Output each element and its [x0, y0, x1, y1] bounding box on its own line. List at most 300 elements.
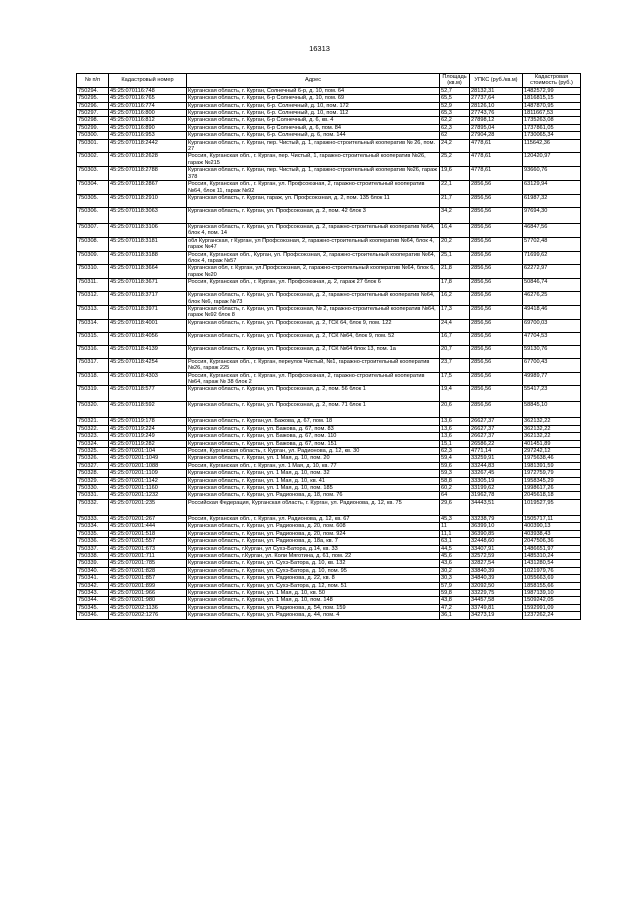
- cell-cadastral-number: 45:25:070119:249: [109, 433, 187, 440]
- cell-upks: 31962,78: [470, 492, 523, 499]
- cell-area: 19,4: [440, 386, 470, 402]
- cell-area: 43,6: [440, 560, 470, 567]
- cell-num: 750294.: [77, 87, 109, 94]
- cell-address: Курганская область, г.Курган, ул. Коли Мяготина, д. 61, пом. 22: [187, 552, 440, 559]
- cell-address: Российская Федерация, Курганская область, г. Курган, ул. Радионова, д. 12, кв. 75: [187, 499, 440, 515]
- cell-cadastral-cost: 1431280,54: [523, 560, 581, 567]
- cell-num: 750305.: [77, 194, 109, 207]
- cell-area: 45,3: [440, 515, 470, 522]
- cell-address: Россия, Курганская область, г. Курган, ул. Радионова, д. 12, кв. 30: [187, 448, 440, 455]
- cell-area: 59,8: [440, 589, 470, 596]
- cell-cadastral-number: 45:25:070201:899: [109, 582, 187, 589]
- cell-address: Курганская область, г. Курган, ул. 1 Мая, д. 10, кв. 41: [187, 477, 440, 484]
- cell-upks: 28126,10: [470, 102, 523, 109]
- cell-address: Курганская область, г. Курган, ул. Профсоюзная, д. 2, ГСК №64, блок 9, пом. 52: [187, 332, 440, 345]
- cell-upks: 2856,56: [470, 402, 523, 418]
- cell-cadastral-number: 45:25:070118:2628: [109, 153, 187, 167]
- cell-num: 750322.: [77, 425, 109, 432]
- cell-cadastral-number: 45:25:070201:518: [109, 530, 187, 537]
- table-row: [77, 538, 581, 545]
- table-row: [77, 523, 581, 530]
- table-row: [77, 87, 581, 94]
- cell-num: 750334.: [77, 523, 109, 530]
- cell-upks: 36390,85: [470, 530, 523, 537]
- cell-num: 750343.: [77, 589, 109, 596]
- table-row: [77, 110, 581, 117]
- cell-upks: 32448,60: [470, 538, 523, 545]
- cell-address: Курганская область, г.Курган, ул Сухэ-Батора, д.14, кв. 33: [187, 545, 440, 552]
- cell-address: Россия, Курганская обл., г. Курган, ул. Профсоюзная, 2, гаражно-строительный кооператив №64, гараж № 38 блок 2: [187, 372, 440, 386]
- cell-cadastral-cost: 63129,94: [523, 181, 581, 195]
- cell-address: Курганская область, г. Курган, пер. Чистый, д. 1, гаражно-строительный кооператив № 26, пом. 27: [187, 139, 440, 153]
- cell-num: 750327.: [77, 462, 109, 469]
- cell-num: 750330.: [77, 485, 109, 492]
- table-row: [77, 332, 581, 345]
- cell-num: 750318.: [77, 372, 109, 386]
- cell-cadastral-cost: 1055663,69: [523, 575, 581, 582]
- cell-num: 750299.: [77, 124, 109, 131]
- cell-area: 16,2: [440, 292, 470, 306]
- cell-area: 65,3: [440, 110, 470, 117]
- cell-num: 750295.: [77, 95, 109, 102]
- table-row: [77, 358, 581, 372]
- cell-upks: 33267,45: [470, 470, 523, 477]
- table-row: [77, 440, 581, 447]
- header-address: Адрес: [187, 74, 440, 88]
- cell-cadastral-cost: 1487870,95: [523, 102, 581, 109]
- header-upks: УПКС (руб./кв.м): [470, 74, 523, 88]
- cell-cadastral-number: 45:25:070201:267: [109, 515, 187, 522]
- cell-address: Россия, Курганская обл., г. Курган, переулок Чистый, №1, гаражно-строительный кооператив №26, гараж 225: [187, 358, 440, 372]
- cell-area: 13,6: [440, 425, 470, 432]
- cell-num: 750324.: [77, 440, 109, 447]
- cell-area: 60,2: [440, 485, 470, 492]
- cell-upks: 2856,56: [470, 223, 523, 237]
- table-row: [77, 433, 581, 440]
- cell-area: 58,8: [440, 477, 470, 484]
- cell-num: 750298.: [77, 117, 109, 124]
- cell-area: 34,2: [440, 207, 470, 223]
- table-row: [77, 292, 581, 306]
- cell-cadastral-number: 45:25:070118:3717: [109, 292, 187, 306]
- cell-address: Курганская область, г. Курган, 6-р. Солнечный, д. 10, пом. 112: [187, 110, 440, 117]
- cell-upks: 27743,76: [470, 110, 523, 117]
- cell-area: 16,4: [440, 223, 470, 237]
- cell-upks: 26627,37: [470, 433, 523, 440]
- cell-cadastral-number: 45:25:070118:4056: [109, 332, 187, 345]
- cell-cadastral-number: 45:25:070201:785: [109, 560, 187, 567]
- table-row: [77, 425, 581, 432]
- cell-area: 24,2: [440, 139, 470, 153]
- cell-num: 750320.: [77, 402, 109, 418]
- table-row: [77, 265, 581, 279]
- cell-cadastral-cost: 1811667,53: [523, 110, 581, 117]
- cell-area: 21,7: [440, 194, 470, 207]
- cell-address: Курганская область, г. Курган, ул. Бажова, д. 67, пом. 110: [187, 433, 440, 440]
- cell-area: 11: [440, 523, 470, 530]
- cell-address: Курганская область, г. Курган, ул. 1 Мая, д. 10, кв. 50: [187, 589, 440, 596]
- cell-address: Курганская область, г. Курган, пер. Чистый, д. 1, гаражно-строительный кооператив №26, гараж 378: [187, 167, 440, 181]
- cell-num: 750309.: [77, 251, 109, 265]
- cell-cadastral-cost: 1482572,99: [523, 87, 581, 94]
- cell-area: 17,5: [440, 372, 470, 386]
- table-row: [77, 530, 581, 537]
- cell-area: 22,1: [440, 181, 470, 195]
- table-row: [77, 153, 581, 167]
- cell-address: Курганская область, г. Курган, ул. Профсоюзная, д. 2, ГСК 64, блок 9, пом. 122: [187, 319, 440, 332]
- cell-upks: 2856,56: [470, 237, 523, 251]
- cell-num: 750332.: [77, 499, 109, 515]
- cell-num: 750344.: [77, 597, 109, 604]
- cell-cadastral-cost: 97694,30: [523, 207, 581, 223]
- cell-cadastral-number: 45:25:070116:953: [109, 132, 187, 139]
- cell-upks: 32827,54: [470, 560, 523, 567]
- cell-cadastral-number: 45:25:070118:2788: [109, 167, 187, 181]
- cell-area: 25,2: [440, 153, 470, 167]
- cell-num: 750304.: [77, 181, 109, 195]
- cell-address: Курганская область, г. Курган, ул. Радионова, д. 20, пом. 608: [187, 523, 440, 530]
- cell-cadastral-cost: 59130,76: [523, 345, 581, 358]
- cell-area: 25,1: [440, 251, 470, 265]
- cell-cadastral-number: 45:25:070201:966: [109, 589, 187, 596]
- cell-num: 750303.: [77, 167, 109, 181]
- cell-num: 750340.: [77, 567, 109, 574]
- cell-cadastral-number: 45:25:070201:673: [109, 545, 187, 552]
- cell-num: 750342.: [77, 582, 109, 589]
- cell-cadastral-cost: 2045618,18: [523, 492, 581, 499]
- cell-cadastral-cost: 49989,77: [523, 372, 581, 386]
- table-row: [77, 567, 581, 574]
- cell-cadastral-number: 45:25:070118:3063: [109, 207, 187, 223]
- cell-cadastral-number: 45:25:070119:224: [109, 425, 187, 432]
- table-row: [77, 477, 581, 484]
- cell-num: 750310.: [77, 265, 109, 279]
- cell-upks: 32572,59: [470, 552, 523, 559]
- table-row: [77, 372, 581, 386]
- cell-cadastral-cost: 1485310,24: [523, 552, 581, 559]
- cell-num: 750301.: [77, 139, 109, 153]
- cell-area: 23,7: [440, 358, 470, 372]
- cell-upks: 34457,58: [470, 597, 523, 604]
- cell-cadastral-number: 45:25:070118:4303: [109, 372, 187, 386]
- cell-upks: 2856,56: [470, 332, 523, 345]
- cell-cadastral-number: 45:25:070118:3671: [109, 279, 187, 292]
- cell-upks: 34840,39: [470, 575, 523, 582]
- table-row: [77, 560, 581, 567]
- cell-cadastral-cost: 69700,03: [523, 319, 581, 332]
- header-num: № п/п: [77, 74, 109, 88]
- cell-address: Россия, Курганская обл., г. Курган, ул. Радионова, д. 12, кв. 67: [187, 515, 440, 522]
- cell-address: Россия, Курганская обл., г. Курган, ул. Профсоюзная, д. 2, гараж 27 блок 6: [187, 279, 440, 292]
- cell-cadastral-cost: 1021979,76: [523, 567, 581, 574]
- cell-upks: 2856,56: [470, 305, 523, 319]
- table-body: [77, 87, 581, 619]
- cell-upks: 33238,79: [470, 515, 523, 522]
- cell-cadastral-number: 45:25:070201:828: [109, 567, 187, 574]
- cell-num: 750337.: [77, 545, 109, 552]
- cell-num: 750323.: [77, 433, 109, 440]
- cell-address: Россия, Курганская обл., г. Курган, ул. Профсоюзная, 2, гаражно-строительный кооператив №64, блок 11, гараж №92: [187, 181, 440, 195]
- table-row: [77, 386, 581, 402]
- cell-num: 750335.: [77, 530, 109, 537]
- cell-area: 24,4: [440, 319, 470, 332]
- table-row: [77, 251, 581, 265]
- cell-address: Россия, Курганская обл., Курган, ул. Профсоюзная, 2, гаражно-строительный кооператив №64, блок 4, гараж №57: [187, 251, 440, 265]
- cell-address: Курганская область, г. Курган, Солнечный 6-р, д. 10, пом. 64: [187, 87, 440, 94]
- cell-area: 65,5: [440, 95, 470, 102]
- cell-cadastral-number: 45:25:070116:765: [109, 95, 187, 102]
- cell-num: 750302.: [77, 153, 109, 167]
- cell-num: 750316.: [77, 345, 109, 358]
- cell-cadastral-number: 45:25:070201:1088: [109, 462, 187, 469]
- table-row: [77, 492, 581, 499]
- cell-address: Курганская область, г. Курган, ул. Радионова, д. 44, пом. 4: [187, 612, 440, 619]
- cell-area: 30,3: [440, 575, 470, 582]
- cell-area: 20,6: [440, 402, 470, 418]
- cell-cadastral-cost: 50846,74: [523, 279, 581, 292]
- cell-cadastral-cost: 1486651,97: [523, 545, 581, 552]
- cell-upks: 2856,56: [470, 279, 523, 292]
- cell-address: Курганская область, г. Курган, ул. Радионова, д. 18, пом. 76: [187, 492, 440, 499]
- cell-num: 750338.: [77, 552, 109, 559]
- cell-cadastral-cost: 71699,62: [523, 251, 581, 265]
- cell-upks: 33749,81: [470, 604, 523, 611]
- cell-address: Курганская область, г. Курган, ул. 1 Мая, д. 10, пом. 185: [187, 485, 440, 492]
- cell-num: 750308.: [77, 237, 109, 251]
- cell-area: 62,2: [440, 117, 470, 124]
- table-row: [77, 345, 581, 358]
- cell-upks: 34273,19: [470, 612, 523, 619]
- table-row: [77, 604, 581, 611]
- table-row: [77, 418, 581, 425]
- cell-address: Курганская область, г. Курган, ул. Профсоюзная, № 2, гаражно-строительный кооператив №64, гараж №92 блок 8: [187, 305, 440, 319]
- table-row: [77, 612, 581, 619]
- cell-cadastral-number: 45:25:070202:1136: [109, 604, 187, 611]
- cell-num: 750339.: [77, 560, 109, 567]
- table-row: [77, 597, 581, 604]
- cell-cadastral-cost: 1975638,46: [523, 455, 581, 462]
- cell-upks: 2856,56: [470, 319, 523, 332]
- cell-address: Курганская область, г. Курган, ул. 1 Мая, д. 10, пом. 20: [187, 455, 440, 462]
- cell-num: 750300.: [77, 132, 109, 139]
- cell-address: Курганская область, г. Курган, ул. Профсоюзная, д. 2, пом. 42 блок 3: [187, 207, 440, 223]
- cell-cadastral-number: 45:25:070201:1160: [109, 485, 187, 492]
- cell-area: 36,1: [440, 612, 470, 619]
- cell-upks: 33199,62: [470, 485, 523, 492]
- cell-num: 750317.: [77, 358, 109, 372]
- cell-upks: 26627,37: [470, 425, 523, 432]
- cell-area: 64: [440, 492, 470, 499]
- cell-num: 750306.: [77, 207, 109, 223]
- cell-cadastral-number: 45:25:070118:592: [109, 402, 187, 418]
- cell-cadastral-cost: 1998617,26: [523, 485, 581, 492]
- cell-area: 62,3: [440, 124, 470, 131]
- cell-area: 17,8: [440, 279, 470, 292]
- cell-upks: 33259,91: [470, 455, 523, 462]
- cell-num: 750328.: [77, 470, 109, 477]
- cell-cadastral-cost: 1816815,15: [523, 95, 581, 102]
- cell-upks: 27895,04: [470, 124, 523, 131]
- table-row: [77, 223, 581, 237]
- cell-address: Курганская область, г. Курган, ул. Сухэ-Батора, д. 10, пом. 95: [187, 567, 440, 574]
- cell-area: 57,9: [440, 582, 470, 589]
- cell-cadastral-number: 45:25:070116:748: [109, 87, 187, 94]
- table-row: [77, 485, 581, 492]
- cell-address: Курганская область, г. Курган, ул. Профсоюзная, д. 2, ГСК №64 блок 13, пом. 1а: [187, 345, 440, 358]
- cell-area: 16,7: [440, 332, 470, 345]
- cell-cadastral-cost: 46276,25: [523, 292, 581, 306]
- cell-cadastral-number: 45:25:070118:3664: [109, 265, 187, 279]
- header-cost: Кадастровая стоимость (руб.): [523, 74, 581, 88]
- cell-num: 750313.: [77, 305, 109, 319]
- cell-upks: 27737,64: [470, 95, 523, 102]
- cell-cadastral-number: 45:25:070118:4001: [109, 319, 187, 332]
- cell-num: 750296.: [77, 102, 109, 109]
- cell-upks: 2856,56: [470, 207, 523, 223]
- cell-cadastral-cost: 1505717,11: [523, 515, 581, 522]
- cell-cadastral-cost: 2047506,36: [523, 538, 581, 545]
- header-cadastral: Кадастровый номер: [109, 74, 187, 88]
- cell-address: Россия, Курганская обл., г. Курган, пер. Чистый, 1, гаражно-строительный кооператив №26, гараж №215: [187, 153, 440, 167]
- cell-area: 45,6: [440, 552, 470, 559]
- cell-address: Курганская область, г. Курган, ул. Радионова, д. 22, кв. 8: [187, 575, 440, 582]
- cell-cadastral-number: 45:25:070201:980: [109, 597, 187, 604]
- cell-area: 52,9: [440, 102, 470, 109]
- cell-address: Курганская область, г. Курган, ул. Бажова, д. 67, пом. 83: [187, 425, 440, 432]
- cell-address: Курганская область, г. Курган, ул. Профсоюзная, д. 2, пом. 56 блок 1: [187, 386, 440, 402]
- cell-cadastral-number: 45:25:070118:3971: [109, 305, 187, 319]
- cell-upks: 33305,19: [470, 477, 523, 484]
- cell-cadastral-number: 45:25:070118:3181: [109, 237, 187, 251]
- cell-cadastral-cost: 47704,53: [523, 332, 581, 345]
- cell-upks: 2856,56: [470, 194, 523, 207]
- cadastral-table: [76, 73, 581, 620]
- cell-upks: 2856,56: [470, 372, 523, 386]
- cell-cadastral-cost: 1981391,59: [523, 462, 581, 469]
- cell-cadastral-cost: 362132,22: [523, 433, 581, 440]
- cell-cadastral-cost: 1730065,34: [523, 132, 581, 139]
- cell-address: Курганская область, г. Курган, ул. Радионова, д. 20, пом. 924: [187, 530, 440, 537]
- cell-num: 750345.: [77, 604, 109, 611]
- cell-area: 17,3: [440, 305, 470, 319]
- cell-cadastral-cost: 46847,56: [523, 223, 581, 237]
- cell-upks: 27898,12: [470, 117, 523, 124]
- table-row: [77, 515, 581, 522]
- cell-address: Курганская область, г. Курган, 6-р Солнечный, д. 10, пом. 69: [187, 95, 440, 102]
- table-row: [77, 402, 581, 418]
- cell-address: Россия, Курганская обл., г. Курган, ул. 1 Мая, д. 10, кв. 77: [187, 462, 440, 469]
- cell-address: Курганская область, г. Курган, 6-р Солнечный, д. 6, кв. 4: [187, 117, 440, 124]
- cell-upks: 2856,56: [470, 265, 523, 279]
- table-row: [77, 448, 581, 455]
- cell-cadastral-cost: 1858155,66: [523, 582, 581, 589]
- cell-cadastral-number: 45:25:070116:774: [109, 102, 187, 109]
- cell-cadastral-cost: 403938,43: [523, 530, 581, 537]
- table-row: [77, 181, 581, 195]
- cell-cadastral-number: 45:25:070201:1142: [109, 477, 187, 484]
- cell-cadastral-cost: 57702,48: [523, 237, 581, 251]
- cell-cadastral-cost: 115642,36: [523, 139, 581, 153]
- page-number: 16313: [309, 44, 330, 53]
- cell-cadastral-number: 45:25:070201:104: [109, 448, 187, 455]
- cell-cadastral-number: 45:25:070118:3188: [109, 251, 187, 265]
- table-row: [77, 139, 581, 153]
- cell-num: 750329.: [77, 477, 109, 484]
- table-row: [77, 455, 581, 462]
- cell-cadastral-number: 45:25:070201:1109: [109, 470, 187, 477]
- cell-cadastral-cost: 362132,22: [523, 425, 581, 432]
- cell-address: Курганская область, г. Курган, ул. Сухэ-Батора, д. 10, кв. 132: [187, 560, 440, 567]
- cell-upks: 2856,56: [470, 386, 523, 402]
- table-row: [77, 319, 581, 332]
- cell-cadastral-cost: 1735263,08: [523, 117, 581, 124]
- cell-cadastral-cost: 1592991,09: [523, 604, 581, 611]
- cell-num: 750312.: [77, 292, 109, 306]
- cell-address: Курганская область, г. Курган, 6-р. Солнечный, д. 10, пом. 172: [187, 102, 440, 109]
- cell-upks: 33229,75: [470, 589, 523, 596]
- cell-cadastral-cost: 1958345,29: [523, 477, 581, 484]
- cell-cadastral-number: 45:25:070201:1049: [109, 455, 187, 462]
- table-row: [77, 499, 581, 515]
- cell-cadastral-number: 45:25:070201:857: [109, 575, 187, 582]
- cell-cadastral-number: 45:25:070118:577: [109, 386, 187, 402]
- cell-num: 750311.: [77, 279, 109, 292]
- cell-cadastral-cost: 400390,13: [523, 523, 581, 530]
- cell-cadastral-number: 45:25:070116:890: [109, 124, 187, 131]
- table-row: [77, 279, 581, 292]
- cell-area: 13,6: [440, 418, 470, 425]
- table-row: [77, 117, 581, 124]
- cell-cadastral-cost: 401451,89: [523, 440, 581, 447]
- cell-area: 59,4: [440, 455, 470, 462]
- cell-address: Курганская область, г. Курган, ул. Радионова, д. 54, пом. 159: [187, 604, 440, 611]
- cell-upks: 34443,51: [470, 499, 523, 515]
- cell-cadastral-number: 45:25:070116:800: [109, 110, 187, 117]
- cell-cadastral-cost: 362132,22: [523, 418, 581, 425]
- cell-area: 20,7: [440, 345, 470, 358]
- cell-upks: 2856,56: [470, 345, 523, 358]
- cell-upks: 33407,91: [470, 545, 523, 552]
- cell-cadastral-number: 45:25:070201:711: [109, 552, 187, 559]
- cell-cadastral-number: 45:25:070202:1276: [109, 612, 187, 619]
- cell-address: Курганская область, г. Курган, ул. Профсоюзная, д. 2, пом. 71 блок 1: [187, 402, 440, 418]
- cell-cadastral-number: 45:25:070118:3106: [109, 223, 187, 237]
- cell-address: Курганская область, г. Курган, 6-р Солнечный, д. 6, пом. 84: [187, 124, 440, 131]
- cell-upks: 33840,39: [470, 567, 523, 574]
- table-row: [77, 589, 581, 596]
- cell-cadastral-number: 45:25:070118:4254: [109, 358, 187, 372]
- cell-area: 59,3: [440, 470, 470, 477]
- table-row: [77, 305, 581, 319]
- cell-upks: 36399,10: [470, 523, 523, 530]
- cell-cadastral-cost: 1987139,10: [523, 589, 581, 596]
- table-row: [77, 95, 581, 102]
- cell-cadastral-cost: 55417,23: [523, 386, 581, 402]
- cell-address: Курганская область, г. Курган, ул. Сухэ-Батора, д. 12, пом. 51: [187, 582, 440, 589]
- cell-upks: 4778,61: [470, 153, 523, 167]
- cell-address: Курганская область, г. Курган, ул. 1 Мая, д. 10, пом. 148: [187, 597, 440, 604]
- cell-upks: 4778,61: [470, 167, 523, 181]
- cell-num: 750307.: [77, 223, 109, 237]
- cell-cadastral-number: 45:25:070118:2867: [109, 181, 187, 195]
- table-row: [77, 207, 581, 223]
- cell-upks: 2856,56: [470, 181, 523, 195]
- cell-cadastral-number: 45:25:070201:444: [109, 523, 187, 530]
- cell-cadastral-number: 45:25:070118:2442: [109, 139, 187, 153]
- cell-area: 19,6: [440, 167, 470, 181]
- table-row: [77, 132, 581, 139]
- cell-num: 750326.: [77, 455, 109, 462]
